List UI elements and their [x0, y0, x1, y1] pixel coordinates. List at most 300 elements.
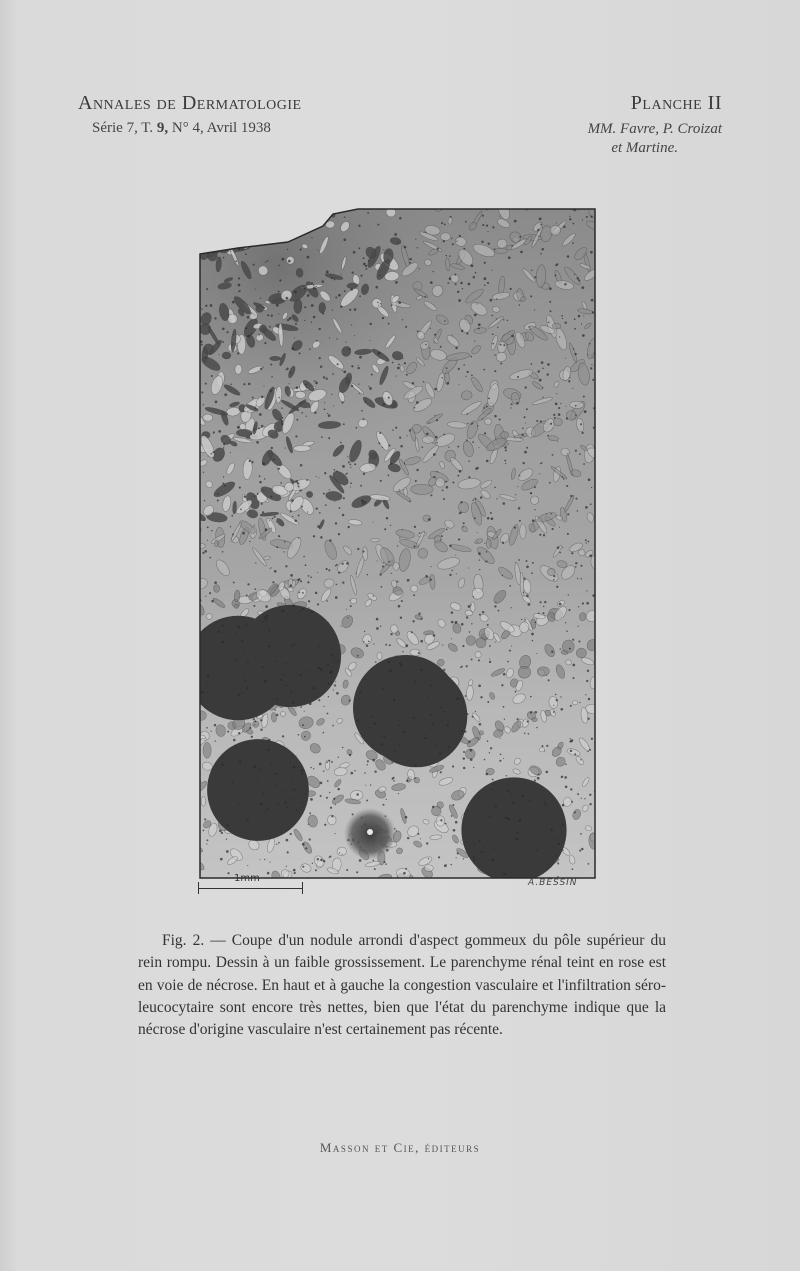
leucocyte-dot — [423, 381, 425, 383]
leucocyte-dot — [370, 784, 371, 785]
leucocyte-dot — [328, 622, 329, 623]
leucocyte-dot — [330, 807, 332, 809]
leucocyte-dot — [232, 301, 235, 304]
leucocyte-dot — [208, 456, 209, 457]
leucocyte-dot — [478, 323, 481, 326]
leucocyte-dot — [310, 767, 312, 769]
leucocyte-dot — [331, 654, 333, 656]
leucocyte-dot — [445, 823, 447, 825]
leucocyte-dot — [478, 327, 480, 329]
leucocyte-dot — [219, 354, 220, 355]
leucocyte-dot — [457, 446, 459, 448]
leucocyte-dot — [291, 645, 293, 647]
leucocyte-dot — [555, 274, 557, 276]
leucocyte-dot — [524, 451, 527, 454]
leucocyte-dot — [595, 634, 597, 636]
leucocyte-dot — [243, 674, 244, 675]
leucocyte-dot — [413, 717, 415, 719]
leucocyte-dot — [494, 370, 496, 372]
leucocyte-dot — [562, 318, 563, 319]
leucocyte-dot — [331, 815, 333, 817]
leucocyte-dot — [531, 269, 533, 271]
tissue-section — [198, 206, 598, 880]
leucocyte-dot — [338, 757, 339, 758]
histology-drawing — [198, 206, 598, 880]
leucocyte-dot — [213, 431, 215, 433]
leucocyte-dot — [430, 714, 432, 716]
leucocyte-dot — [238, 693, 240, 695]
leucocyte-dot — [449, 277, 452, 280]
leucocyte-dot — [209, 683, 210, 684]
leucocyte-dot — [263, 385, 264, 386]
leucocyte-dot — [283, 674, 284, 675]
leucocyte-dot — [522, 427, 524, 429]
leucocyte-dot — [336, 338, 337, 339]
leucocyte-dot — [468, 283, 471, 286]
series-prefix: Série 7, T. — [92, 120, 157, 136]
leucocyte-dot — [280, 482, 282, 484]
leucocyte-dot — [503, 758, 504, 759]
leucocyte-dot — [323, 732, 325, 734]
leucocyte-dot — [575, 498, 577, 500]
leucocyte-dot — [519, 236, 521, 238]
leucocyte-dot — [572, 388, 573, 389]
leucocyte-dot — [336, 692, 339, 695]
leucocyte-dot — [201, 344, 203, 346]
leucocyte-dot — [333, 689, 334, 690]
leucocyte-dot — [481, 851, 483, 853]
tubule-cell — [210, 216, 218, 223]
leucocyte-dot — [411, 631, 413, 633]
leucocyte-dot — [357, 548, 359, 550]
leucocyte-dot — [587, 751, 589, 753]
leucocyte-dot — [203, 404, 204, 405]
leucocyte-dot — [336, 584, 338, 586]
leucocyte-dot — [311, 322, 312, 323]
leucocyte-dot — [255, 289, 256, 290]
leucocyte-dot — [249, 727, 251, 729]
leucocyte-dot — [559, 552, 561, 554]
leucocyte-dot — [546, 514, 547, 515]
leucocyte-dot — [409, 258, 412, 261]
leucocyte-dot — [494, 354, 495, 355]
leucocyte-dot — [267, 749, 269, 751]
leucocyte-dot — [406, 780, 408, 782]
leucocyte-dot — [532, 562, 534, 564]
leucocyte-dot — [569, 648, 571, 650]
leucocyte-dot — [486, 560, 488, 562]
leucocyte-dot — [539, 473, 540, 474]
leucocyte-dot — [234, 252, 235, 253]
leucocyte-dot — [440, 539, 441, 540]
leucocyte-dot — [463, 757, 465, 759]
leucocyte-dot — [586, 542, 587, 543]
leucocyte-dot — [578, 606, 579, 607]
leucocyte-dot — [582, 602, 584, 604]
leucocyte-dot — [563, 839, 564, 840]
leucocyte-dot — [328, 696, 329, 697]
tubule-cell — [572, 700, 578, 705]
leucocyte-dot — [490, 512, 492, 514]
leucocyte-dot — [535, 711, 538, 714]
caption-text: — Coupe d'un nodule arrondi d'aspect gommeux du pôle supérieur du rein rompu. Dessin à un faible grossissement. Le parenchyme rénal teint en rose est en voie de nécrose. En haut et à gauche la congestion vasculaire et l'infiltration séro-leucocytaire sont encore très nettes, bien que l'état du parenchyme indique que la nécrose d'origine vasculaire n'est certainement pas récente. — [138, 932, 666, 1039]
leucocyte-dot — [263, 367, 264, 368]
leucocyte-dot — [405, 868, 407, 870]
tubule-cell — [205, 218, 221, 242]
leucocyte-dot — [515, 838, 518, 841]
leucocyte-dot — [374, 770, 376, 772]
tubule-cell — [301, 206, 311, 211]
leucocyte-dot — [489, 645, 491, 647]
leucocyte-dot — [266, 235, 267, 236]
leucocyte-dot — [563, 226, 566, 229]
leucocyte-dot — [358, 365, 359, 366]
leucocyte-dot — [503, 502, 506, 505]
leucocyte-dot — [378, 305, 379, 306]
leucocyte-dot — [503, 319, 504, 320]
leucocyte-dot — [489, 752, 490, 753]
leucocyte-dot — [418, 675, 419, 676]
leucocyte-dot — [205, 383, 207, 385]
leucocyte-dot — [476, 303, 477, 304]
journal-title: Annales de Dermatologie — [78, 92, 302, 114]
leucocyte-dot — [209, 231, 211, 233]
leucocyte-dot — [205, 357, 207, 359]
leucocyte-dot — [343, 371, 346, 374]
leucocyte-dot — [229, 233, 230, 234]
leucocyte-dot — [344, 485, 345, 486]
leucocyte-dot — [586, 590, 587, 591]
leucocyte-dot — [393, 699, 396, 702]
leucocyte-dot — [319, 763, 322, 766]
leucocyte-dot — [571, 552, 573, 554]
leucocyte-dot — [297, 218, 299, 220]
leucocyte-dot — [526, 447, 528, 449]
leucocyte-dot — [566, 406, 567, 407]
leucocyte-dot — [353, 251, 356, 254]
leucocyte-dot — [434, 388, 437, 391]
leucocyte-dot — [281, 420, 284, 423]
leucocyte-dot — [373, 643, 374, 644]
leucocyte-dot — [232, 782, 234, 784]
leucocyte-dot — [354, 308, 357, 311]
leucocyte-dot — [206, 288, 208, 290]
leucocyte-dot — [441, 222, 443, 224]
leucocyte-dot — [254, 720, 256, 722]
leucocyte-dot — [591, 299, 594, 302]
leucocyte-dot — [275, 215, 277, 217]
leucocyte-dot — [540, 253, 542, 255]
leucocyte-dot — [548, 321, 550, 323]
leucocyte-dot — [308, 607, 309, 608]
leucocyte-dot — [239, 245, 240, 246]
leucocyte-dot — [287, 249, 288, 250]
leucocyte-dot — [428, 697, 429, 698]
leucocyte-dot — [329, 539, 331, 541]
leucocyte-dot — [283, 790, 284, 791]
leucocyte-dot — [301, 506, 303, 508]
leucocyte-dot — [480, 696, 482, 698]
leucocyte-dot — [534, 780, 536, 782]
leucocyte-dot — [412, 620, 414, 622]
leucocyte-dot — [574, 753, 576, 755]
leucocyte-dot — [557, 441, 558, 442]
leucocyte-dot — [576, 277, 578, 279]
leucocyte-dot — [556, 393, 557, 394]
leucocyte-dot — [264, 859, 265, 860]
authors-line-2: et Martine. — [611, 140, 678, 156]
leucocyte-dot — [566, 485, 568, 487]
leucocyte-dot — [304, 288, 306, 290]
leucocyte-dot — [483, 847, 484, 848]
leucocyte-dot — [332, 310, 333, 311]
leucocyte-dot — [505, 449, 507, 451]
leucocyte-dot — [433, 271, 434, 272]
leucocyte-dot — [589, 803, 591, 805]
leucocyte-dot — [553, 705, 554, 706]
leucocyte-dot — [392, 762, 393, 763]
leucocyte-dot — [311, 237, 312, 238]
leucocyte-dot — [255, 562, 256, 563]
leucocyte-dot — [476, 467, 479, 470]
leucocyte-dot — [467, 413, 468, 414]
leucocyte-dot — [442, 644, 443, 645]
leucocyte-dot — [568, 594, 569, 595]
leucocyte-dot — [561, 476, 563, 478]
leucocyte-dot — [253, 718, 255, 720]
leucocyte-dot — [392, 362, 394, 364]
leucocyte-dot — [581, 432, 583, 434]
leucocyte-dot — [311, 304, 314, 307]
leucocyte-dot — [478, 552, 481, 555]
leucocyte-dot — [402, 651, 403, 652]
leucocyte-dot — [292, 702, 294, 704]
leucocyte-dot — [296, 810, 298, 812]
leucocyte-dot — [264, 680, 267, 683]
leucocyte-dot — [317, 525, 320, 528]
leucocyte-dot — [206, 839, 208, 841]
leucocyte-dot — [431, 566, 432, 567]
leucocyte-dot — [402, 319, 403, 320]
leucocyte-dot — [490, 747, 492, 749]
leucocyte-dot — [309, 838, 311, 840]
leucocyte-dot — [586, 680, 588, 682]
leucocyte-dot — [534, 276, 536, 278]
leucocyte-dot — [295, 480, 298, 483]
leucocyte-dot — [286, 297, 289, 300]
leucocyte-dot — [331, 394, 332, 395]
leucocyte-dot — [396, 376, 397, 377]
leucocyte-dot — [308, 824, 309, 825]
leucocyte-dot — [519, 304, 520, 305]
leucocyte-dot — [282, 258, 285, 261]
leucocyte-dot — [223, 476, 224, 477]
leucocyte-dot — [269, 229, 271, 231]
leucocyte-dot — [418, 613, 420, 615]
leucocyte-dot — [310, 576, 312, 578]
leucocyte-dot — [577, 793, 579, 795]
leucocyte-dot — [302, 608, 304, 610]
leucocyte-dot — [303, 556, 305, 558]
leucocyte-dot — [562, 804, 565, 807]
leucocyte-dot — [475, 711, 476, 712]
leucocyte-dot — [366, 800, 368, 802]
leucocyte-dot — [272, 581, 274, 583]
leucocyte-dot — [446, 367, 448, 369]
leucocyte-dot — [450, 864, 451, 865]
leucocyte-dot — [270, 496, 272, 498]
leucocyte-dot — [304, 711, 305, 712]
leucocyte-dot — [305, 793, 307, 795]
leucocyte-dot — [537, 777, 540, 780]
leucocyte-dot — [507, 661, 509, 663]
leucocyte-dot — [335, 596, 338, 599]
tubule-cell — [306, 491, 313, 498]
leucocyte-dot — [545, 804, 547, 806]
leucocyte-dot — [282, 735, 284, 737]
leucocyte-dot — [356, 871, 358, 873]
leucocyte-dot — [504, 719, 505, 720]
leucocyte-dot — [568, 380, 570, 382]
leucocyte-dot — [528, 733, 530, 735]
leucocyte-dot — [321, 217, 323, 219]
leucocyte-dot — [474, 340, 475, 341]
leucocyte-dot — [440, 346, 442, 348]
leucocyte-dot — [249, 460, 251, 462]
leucocyte-dot — [251, 333, 252, 334]
leucocyte-dot — [471, 823, 472, 824]
leucocyte-dot — [474, 314, 477, 317]
leucocyte-dot — [404, 246, 407, 249]
leucocyte-dot — [326, 761, 328, 763]
leucocyte-dot — [383, 403, 385, 405]
leucocyte-dot — [313, 694, 314, 695]
leucocyte-dot — [365, 785, 366, 786]
leucocyte-dot — [455, 857, 456, 858]
leucocyte-dot — [456, 621, 457, 622]
leucocyte-dot — [294, 227, 296, 229]
leucocyte-dot — [204, 818, 206, 820]
leucocyte-dot — [468, 460, 470, 462]
congested-vessel — [365, 665, 468, 768]
leucocyte-dot — [231, 344, 233, 346]
tubule-cell — [436, 816, 445, 827]
scale-bar — [198, 873, 306, 896]
leucocyte-dot — [300, 464, 303, 467]
leucocyte-dot — [581, 323, 582, 324]
histology-illustration — [198, 206, 598, 880]
leucocyte-dot — [350, 467, 351, 468]
leucocyte-dot — [494, 605, 496, 607]
leucocyte-dot — [591, 487, 592, 488]
leucocyte-dot — [340, 626, 341, 627]
leucocyte-dot — [351, 385, 353, 387]
leucocyte-dot — [524, 416, 526, 418]
leucocyte-dot — [367, 574, 369, 576]
leucocyte-dot — [276, 698, 278, 700]
leucocyte-dot — [293, 643, 295, 645]
leucocyte-dot — [253, 264, 255, 266]
leucocyte-dot — [293, 605, 295, 607]
leucocyte-dot — [262, 489, 263, 490]
leucocyte-dot — [363, 641, 364, 642]
leucocyte-dot — [342, 581, 344, 583]
leucocyte-dot — [284, 801, 287, 804]
leucocyte-dot — [433, 453, 436, 456]
leucocyte-dot — [557, 837, 558, 838]
tubule-cell — [283, 212, 304, 221]
leucocyte-dot — [260, 728, 262, 730]
tubule-cell — [201, 796, 206, 806]
leucocyte-dot — [343, 423, 345, 425]
leucocyte-dot — [348, 461, 350, 463]
leucocyte-dot — [505, 817, 508, 820]
leucocyte-dot — [424, 296, 426, 298]
leucocyte-dot — [313, 284, 314, 285]
leucocyte-dot — [395, 427, 397, 429]
leucocyte-dot — [575, 562, 577, 564]
leucocyte-dot — [591, 364, 592, 365]
leucocyte-dot — [567, 453, 568, 454]
leucocyte-dot — [281, 423, 283, 425]
leucocyte-dot — [231, 515, 233, 517]
leucocyte-dot — [526, 560, 528, 562]
leucocyte-dot — [251, 736, 253, 738]
leucocyte-dot — [332, 373, 334, 375]
leucocyte-dot — [477, 542, 478, 543]
leucocyte-dot — [449, 255, 451, 257]
leucocyte-dot — [551, 651, 553, 653]
leucocyte-dot — [444, 320, 446, 322]
leucocyte-dot — [264, 478, 266, 480]
leucocyte-dot — [537, 370, 540, 373]
leucocyte-dot — [458, 299, 461, 302]
leucocyte-dot — [326, 568, 328, 570]
leucocyte-dot — [397, 367, 400, 370]
leucocyte-dot — [479, 839, 481, 841]
leucocyte-dot — [558, 843, 560, 845]
leucocyte-dot — [222, 482, 224, 484]
leucocyte-dot — [297, 224, 300, 227]
leucocyte-dot — [566, 417, 568, 419]
leucocyte-dot — [340, 306, 342, 308]
leucocyte-dot — [323, 860, 325, 862]
leucocyte-dot — [365, 679, 366, 680]
leucocyte-dot — [504, 446, 507, 449]
leucocyte-dot — [472, 422, 474, 424]
leucocyte-dot — [334, 501, 335, 502]
leucocyte-dot — [302, 773, 304, 775]
leucocyte-dot — [240, 509, 242, 511]
tubule-cell — [284, 482, 294, 491]
leucocyte-dot — [245, 253, 247, 255]
leucocyte-dot — [372, 673, 373, 674]
leucocyte-dot — [220, 620, 221, 621]
leucocyte-dot — [494, 784, 495, 785]
leucocyte-dot — [276, 844, 277, 845]
leucocyte-dot — [558, 407, 560, 409]
leucocyte-dot — [414, 526, 416, 528]
leucocyte-dot — [389, 445, 391, 447]
leucocyte-dot — [282, 417, 284, 419]
leucocyte-dot — [214, 317, 216, 319]
leucocyte-dot — [300, 249, 302, 251]
leucocyte-dot — [356, 427, 358, 429]
leucocyte-dot — [567, 513, 569, 515]
tubule-cell — [518, 666, 531, 678]
leucocyte-dot — [376, 503, 377, 504]
leucocyte-dot — [543, 606, 544, 607]
